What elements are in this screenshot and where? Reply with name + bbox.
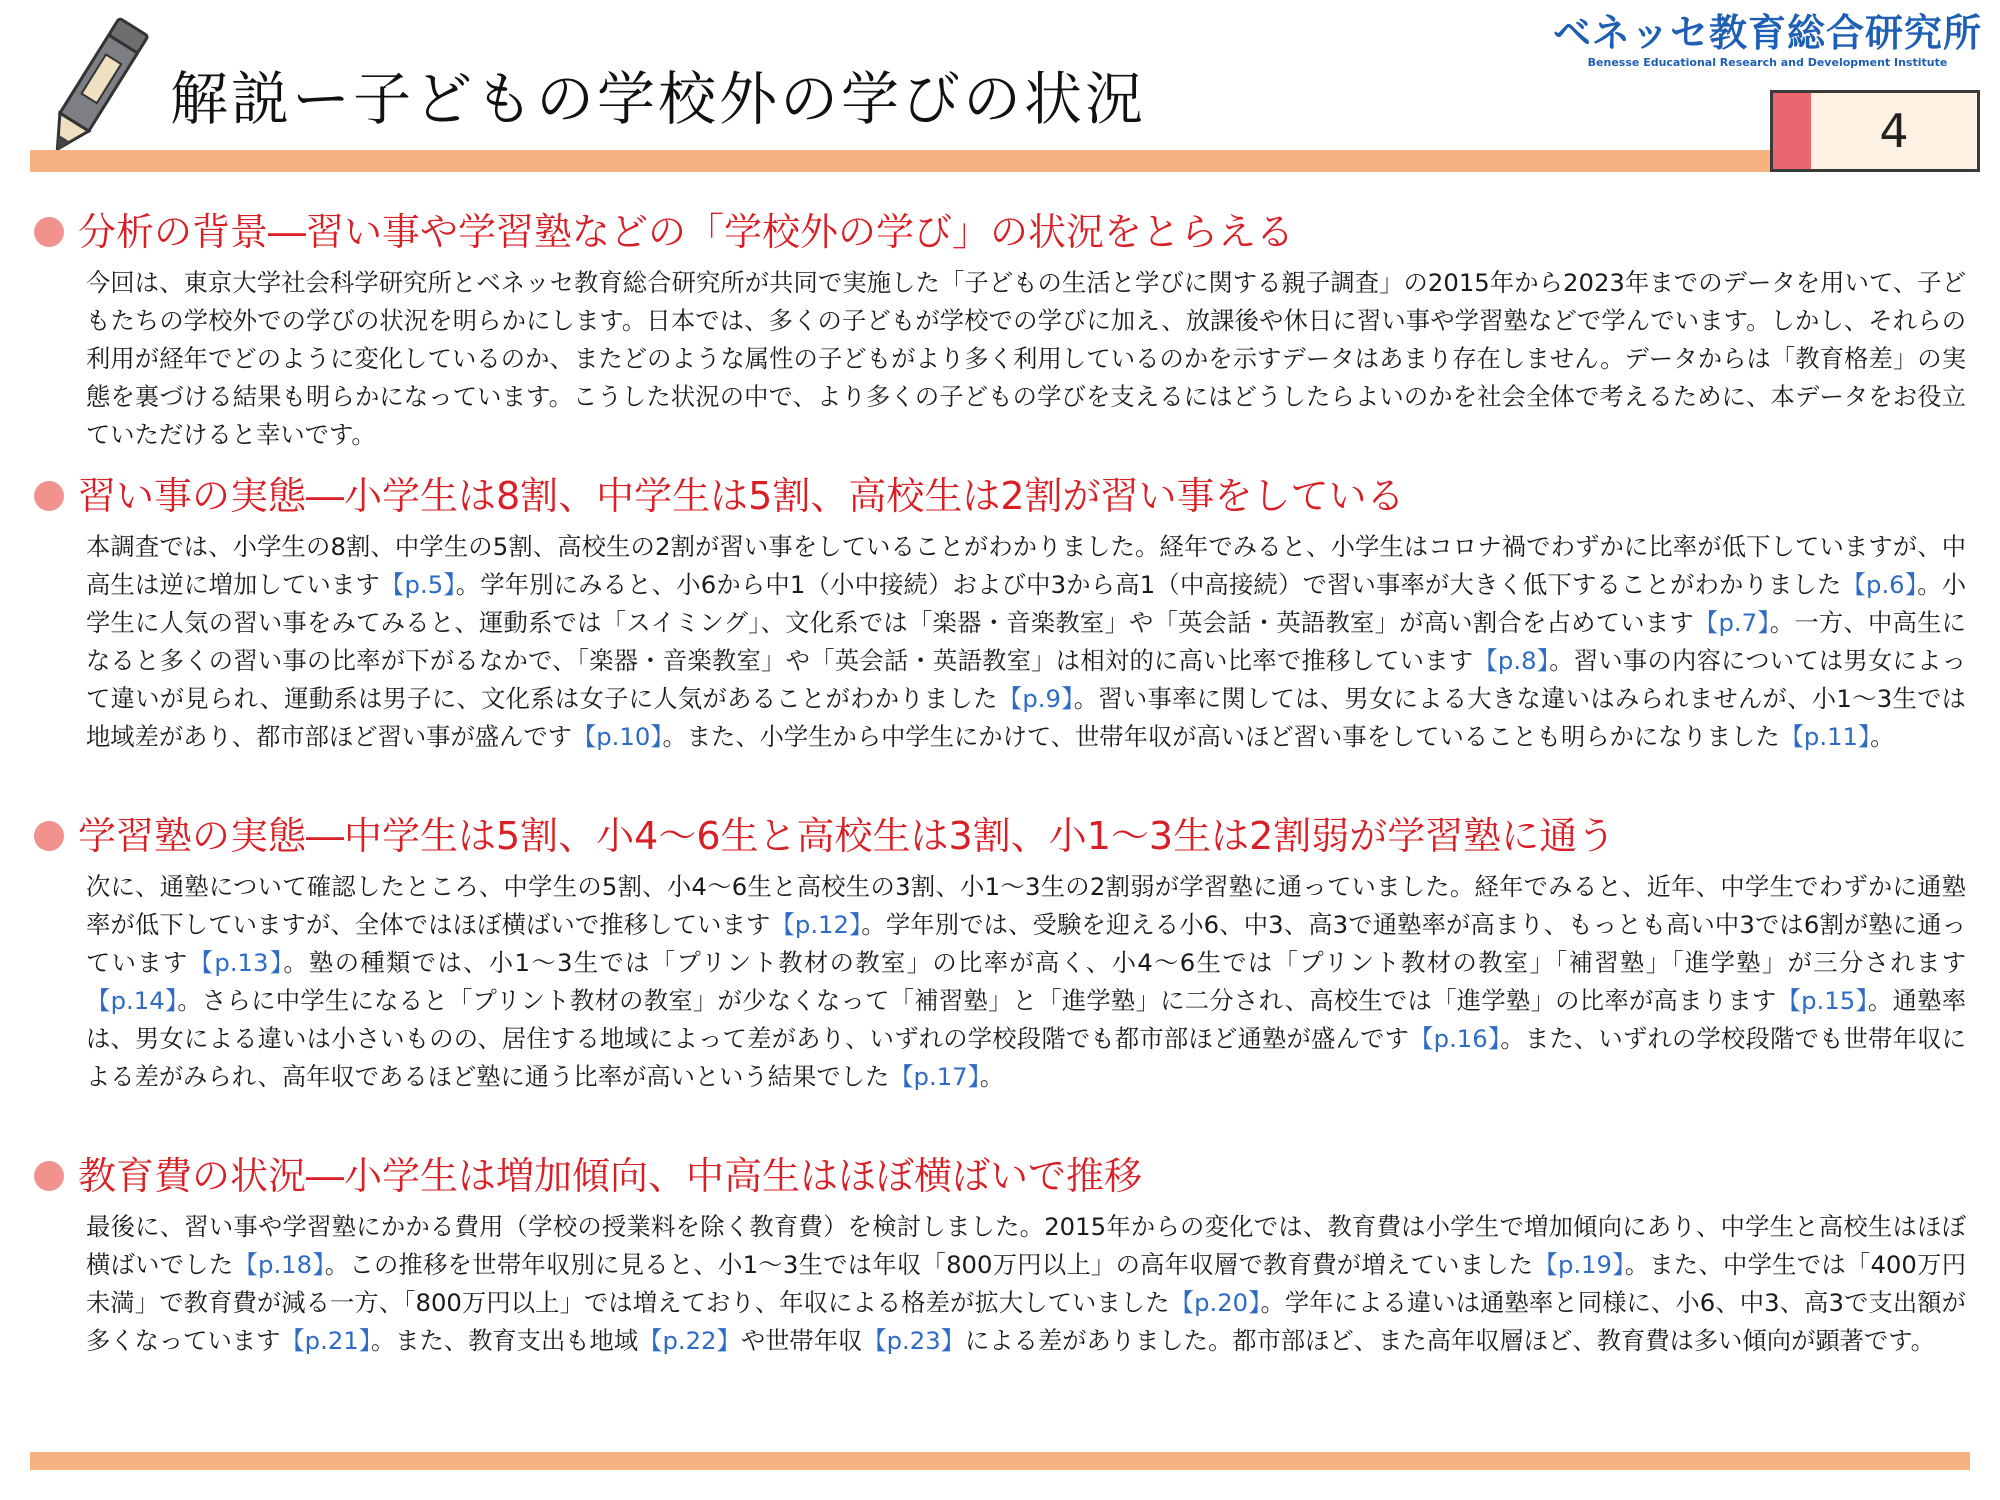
page-reference-link[interactable]: 【p.10】 (571, 722, 663, 751)
page-reference-link[interactable]: 【p.22】 (638, 1326, 741, 1355)
section-heading (34, 808, 1966, 864)
page-reference-link[interactable]: 【p.12】 (770, 910, 862, 939)
section-background (34, 204, 1966, 454)
page-reference-link[interactable]: 【p.6】 (1841, 570, 1918, 599)
section-paragraph (86, 528, 1966, 756)
page-reference-link[interactable]: 【p.20】 (1169, 1288, 1261, 1317)
page-reference-link[interactable]: 【p.18】 (233, 1250, 325, 1279)
bullet-dot-icon (34, 1161, 64, 1191)
logo-japanese-text: ベネッセ教育総合研究所 (1552, 11, 1982, 55)
paragraph-text: 本調査では、小学生の8割、中学生の5割、高校生の2割が習い事をしていることがわかりました。経年でみると、小学生はコロナ禍でわずかに比率が低下していますが、中高生は逆に増加しています (86, 532, 1966, 599)
page-number: 4 (1879, 104, 1909, 158)
page-reference-link[interactable]: 【p.14】 (86, 986, 178, 1015)
paragraph-text: 。また、教育支出も地域 (370, 1326, 639, 1355)
pencil-icon (30, 14, 160, 164)
paragraph-text: 。学年による違いは通塾率と同様に、小6、中3、高3で支出額が多くなっています (86, 1288, 1966, 1355)
paragraph-text: 。また、小学生から中学生にかけて、世帯年収が高いほど習い事をしていることも明らかになりました (662, 722, 1780, 751)
page-reference-link[interactable]: 【p.16】 (1409, 1024, 1501, 1053)
bullet-dot-icon (34, 217, 64, 247)
page-reference-link[interactable]: 【p.23】 (862, 1326, 965, 1355)
paragraph-text: 次に、通塾について確認したところ、中学生の5割、小4～6生と高校生の3割、小1～3生の2割弱が学習塾に通っていました。経年でみると、近年、中学生でわずかに通塾率が低下していますが、全体ではほぼ横ばいで推移しています (86, 872, 1966, 939)
page-reference-link[interactable]: 【p.11】 (1779, 722, 1871, 751)
paragraph-text: による差がありました。都市部ほど、また高年収層ほど、教育費は多い傾向が顕著です。 (964, 1326, 1935, 1355)
section-heading (34, 468, 1966, 524)
paragraph-text: 。習い事率に関しては、男女による大きな違いはみられませんが、小1～3生では地域差があり、都市部ほど習い事が盛んです (86, 684, 1966, 751)
page-reference-link[interactable]: 【p.5】 (380, 570, 456, 599)
title-underline (30, 150, 1780, 172)
page-title: 解説ー子どもの学校外の学びの状況 (170, 65, 1147, 133)
paragraph-text: 。学年別では、受験を迎える小6、中3、高3で通塾率が高まり、もっとも高い中3では6割が塾に通っています (86, 910, 1966, 977)
paragraph-text: 。習い事の内容については男女によって違いが見られ、運動系は男子に、文化系は女子に人気があることがわかりました (86, 646, 1966, 713)
paragraph-text: 。また、中学生では「400万円未満」で教育費が減る一方、「800万円以上」では増えており、年収による格差が拡大していました (86, 1250, 1966, 1317)
section-heading-text: 教育費の状況―小学生は増加傾向、中高生はほぼ横ばいで推移 (78, 1154, 1143, 1198)
logo-english-text: Benesse Educational Research and Development Institute (1587, 56, 1948, 69)
bullet-dot-icon (34, 821, 64, 851)
section-cram-school (34, 808, 1966, 1096)
paragraph-text: 。 (979, 1062, 1005, 1091)
page-number-box (1770, 90, 1980, 172)
page-reference-link[interactable]: 【p.8】 (1473, 646, 1550, 675)
page-reference-link[interactable]: 【p.9】 (997, 684, 1074, 713)
paragraph-text: 今回は、東京大学社会科学研究所とベネッセ教育総合研究所が共同で実施した「子どもの生活と学びに関する親子調査」の2015年から2023年までのデータを用いて、子どもたちの学校外での学びの状況を明らかにします。日本では、多くの子どもが学校での学びに加え、放課後や休日に習い事や学習塾などで学んでいます。しかし、それらの利用が経年でどのように変化しているのか、またどのような属性の子どもがより多く利用しているのかを示すデータはあまり存在しません。データからは「教育格差」の実態を裏づける結果も明らかになっています。こうした状況の中で、より多くの子どもの学びを支えるにはどうしたらよいのかを社会全体で考えるために、本データをお役立ていただけると幸いです。 (86, 268, 1966, 449)
page-reference-link[interactable]: 【p.17】 (889, 1062, 980, 1091)
paragraph-text: 。さらに中学生になると「プリント教材の教室」が少なくなって「補習塾」と「進学塾」に二分され、高校生では「進学塾」の比率が高まります (177, 986, 1777, 1015)
section-lessons (34, 468, 1966, 756)
paragraph-text: 。この推移を世帯年収別に見ると、小1～3生では年収「800万円以上」の高年収層で教育費が増えていました (324, 1250, 1534, 1279)
paragraph-text: 。学年別にみると、小6から中1（小中接続）および中3から高1（中高接続）で習い事率が大きく低下することがわかりました (455, 570, 1842, 599)
paragraph-text: 。 (1870, 722, 1895, 751)
page-reference-link[interactable]: 【p.21】 (280, 1326, 371, 1355)
paragraph-text: 。通塾率は、男女による違いは小さいものの、居住する地域によって差があり、いずれの学校段階でも都市部ほど通塾が盛んです (86, 986, 1967, 1053)
paragraph-text: 。塾の種類では、小1～3生では「プリント教材の教室」の比率が高く、小4～6生では「プリント教材の教室」「補習塾」「進学塾」が三分されます (283, 948, 1966, 977)
page-reference-link[interactable]: 【p.15】 (1776, 986, 1868, 1015)
section-heading-text: 分析の背景―習い事や学習塾などの「学校外の学び」の状況をとらえる (78, 210, 1295, 254)
bullet-dot-icon (34, 481, 64, 511)
section-heading (34, 204, 1966, 260)
page-reference-link[interactable]: 【p.7】 (1693, 608, 1770, 637)
section-paragraph (86, 1208, 1966, 1360)
page-reference-link[interactable]: 【p.19】 (1533, 1250, 1625, 1279)
section-heading-text: 学習塾の実態―中学生は5割、小4～6生と高校生は3割、小1～3生は2割弱が学習塾に通う (78, 814, 1616, 858)
page-reference-link[interactable]: 【p.13】 (188, 948, 284, 977)
paragraph-text: 。小学生に人気の習い事をみてみると、運動系では「スイミング」、文化系では「楽器・音楽教室」や「英会話・英語教室」が高い割合を占めています (86, 570, 1967, 637)
paragraph-text: や世帯年収 (740, 1326, 863, 1355)
footer-rule (30, 1452, 1970, 1470)
page-number-accent (1773, 93, 1811, 169)
section-paragraph (86, 264, 1966, 454)
paragraph-text: 。また、いずれの学校段階でも世帯年収による差がみられ、高年収であるほど塾に通う比率が高いという結果でした (86, 1024, 1966, 1091)
paragraph-text: 最後に、習い事や学習塾にかかる費用（学校の授業料を除く教育費）を検討しました。2015年からの変化では、教育費は小学生で増加傾向にあり、中学生と高校生はほぼ横ばいでした (86, 1212, 1966, 1279)
paragraph-text: 。一方、中高生になると多くの習い事の比率が下がるなかで、「楽器・音楽教室」や「英会話・英語教室」は相対的に高い比率で推移しています (86, 608, 1966, 675)
brand-logo (1553, 10, 1982, 70)
section-heading (34, 1148, 1966, 1204)
section-education-cost (34, 1148, 1966, 1360)
section-paragraph (86, 868, 1966, 1096)
section-heading-text: 習い事の実態―小学生は8割、中学生は5割、高校生は2割が習い事をしている (78, 474, 1405, 518)
